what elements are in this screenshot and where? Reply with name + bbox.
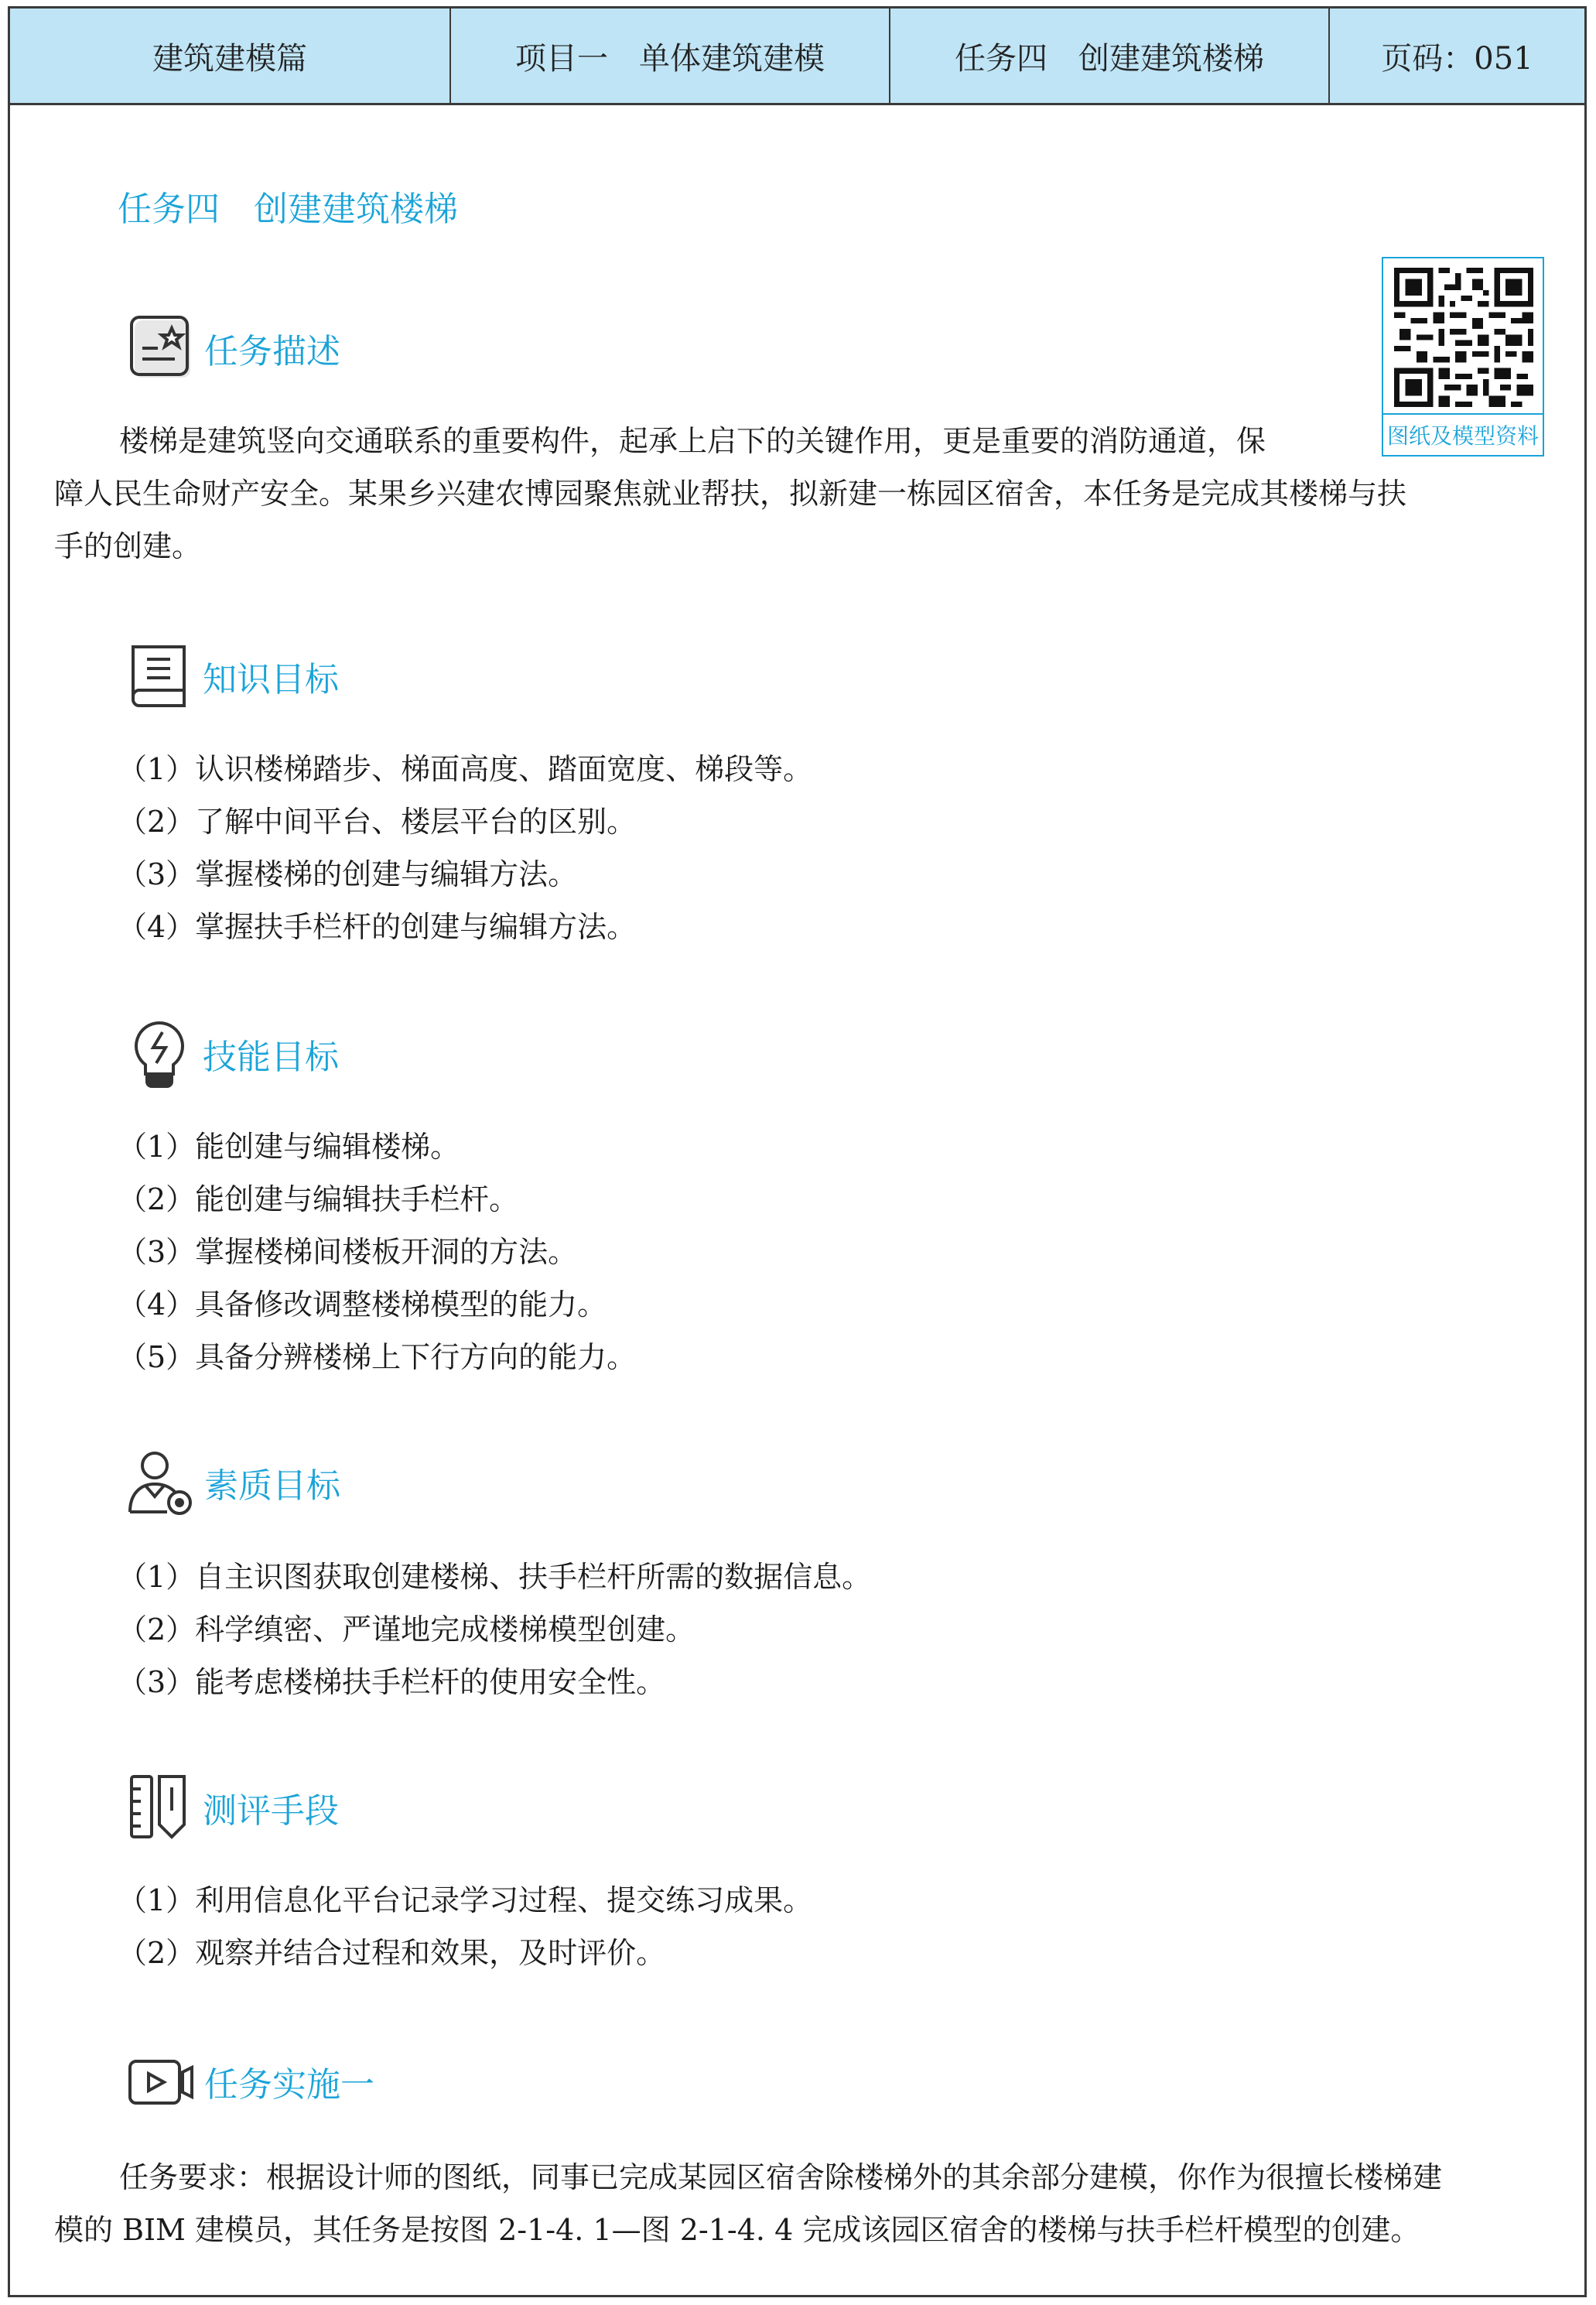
task-star-icon [124, 311, 198, 385]
paragraph-line: 手的创建。 [54, 529, 202, 563]
paragraph-line: 楼梯是建筑竖向交通联系的重要构件，起承上启下的关键作用，更是重要的消防通道，保 [119, 424, 1266, 458]
section-heading: 任务描述 [204, 332, 340, 371]
qr-caption: 图纸及模型资料 [1383, 413, 1543, 450]
section-heading: 任务实施一 [204, 2065, 374, 2105]
section-task-description-heading [124, 311, 340, 385]
list-item: （1）利用信息化平台记录学习过程、提交练习成果。 [118, 1883, 813, 1917]
list-item: （4）掌握扶手栏杆的创建与编辑方法。 [118, 910, 637, 944]
header-page-number: 页码：051 [1381, 40, 1533, 77]
header-project: 项目一 单体建筑建模 [451, 9, 890, 103]
section-skill-heading [122, 1017, 339, 1091]
book-icon [122, 639, 197, 713]
paragraph-line: 模的 BIM 建模员，其任务是按图 2-1-4. 1—图 2-1-4. 4 完成该园区宿舍的楼梯与扶手栏杆模型的创建。 [54, 2213, 1420, 2247]
section-heading: 素质目标 [204, 1466, 340, 1506]
implementation-paragraph [54, 2151, 1551, 2256]
section-heading: 技能目标 [203, 1038, 339, 1077]
qr-code-icon [1394, 268, 1533, 407]
page-title: 任务四 创建建筑楼梯 [118, 190, 458, 229]
list-item: （2）了解中间平台、楼层平台的区别。 [118, 805, 637, 839]
person-badge-icon [124, 1445, 198, 1520]
skill-goals-list [118, 1120, 636, 1383]
list-item: （3）能考虑楼梯扶手栏杆的使用安全性。 [118, 1665, 666, 1699]
paragraph-line: 障人民生命财产安全。某果乡兴建农博园聚焦就业帮扶，拟新建一栋园区宿舍，本任务是完成其楼梯与扶 [54, 477, 1407, 511]
list-item: （1）认识楼梯踏步、梯面高度、踏面宽度、梯段等。 [118, 752, 813, 786]
task-description-paragraph [54, 415, 1551, 573]
header-task: 任务四 创建建筑楼梯 [890, 9, 1330, 103]
header-section: 建筑建模篇 [10, 9, 451, 103]
assessment-list [118, 1874, 812, 1979]
section-assessment-heading [122, 1770, 339, 1845]
list-item: （3）掌握楼梯的创建与编辑方法。 [118, 857, 578, 891]
list-item: （4）具备修改调整楼梯模型的能力。 [118, 1288, 607, 1322]
list-item: （1）自主识图获取创建楼梯、扶手栏杆所需的数据信息。 [118, 1560, 872, 1594]
section-heading: 知识目标 [203, 660, 339, 699]
lightbulb-icon [122, 1017, 197, 1091]
section-quality-heading [124, 1445, 340, 1520]
list-item: （2）观察并结合过程和效果，及时评价。 [118, 1936, 666, 1970]
quality-goals-list [118, 1551, 871, 1708]
section-heading: 测评手段 [203, 1791, 339, 1831]
section-implementation-heading [124, 2044, 374, 2119]
page-header [8, 6, 1587, 105]
list-item: （2）能创建与编辑扶手栏杆。 [118, 1182, 519, 1216]
video-play-icon [124, 2044, 198, 2119]
list-item: （3）掌握楼梯间楼板开洞的方法。 [118, 1235, 578, 1269]
list-item: （2）科学缜密、严谨地完成楼梯模型创建。 [118, 1612, 695, 1647]
paragraph-line: 任务要求：根据设计师的图纸，同事已完成某园区宿舍除楼梯外的其余部分建模，你作为很擅长楼梯建 [119, 2160, 1443, 2194]
ruler-pencil-icon [122, 1770, 197, 1845]
section-knowledge-heading [122, 639, 339, 713]
knowledge-goals-list [118, 743, 812, 953]
list-item: （5）具备分辨楼梯上下行方向的能力。 [118, 1340, 637, 1374]
list-item: （1）能创建与编辑楼梯。 [118, 1130, 460, 1164]
